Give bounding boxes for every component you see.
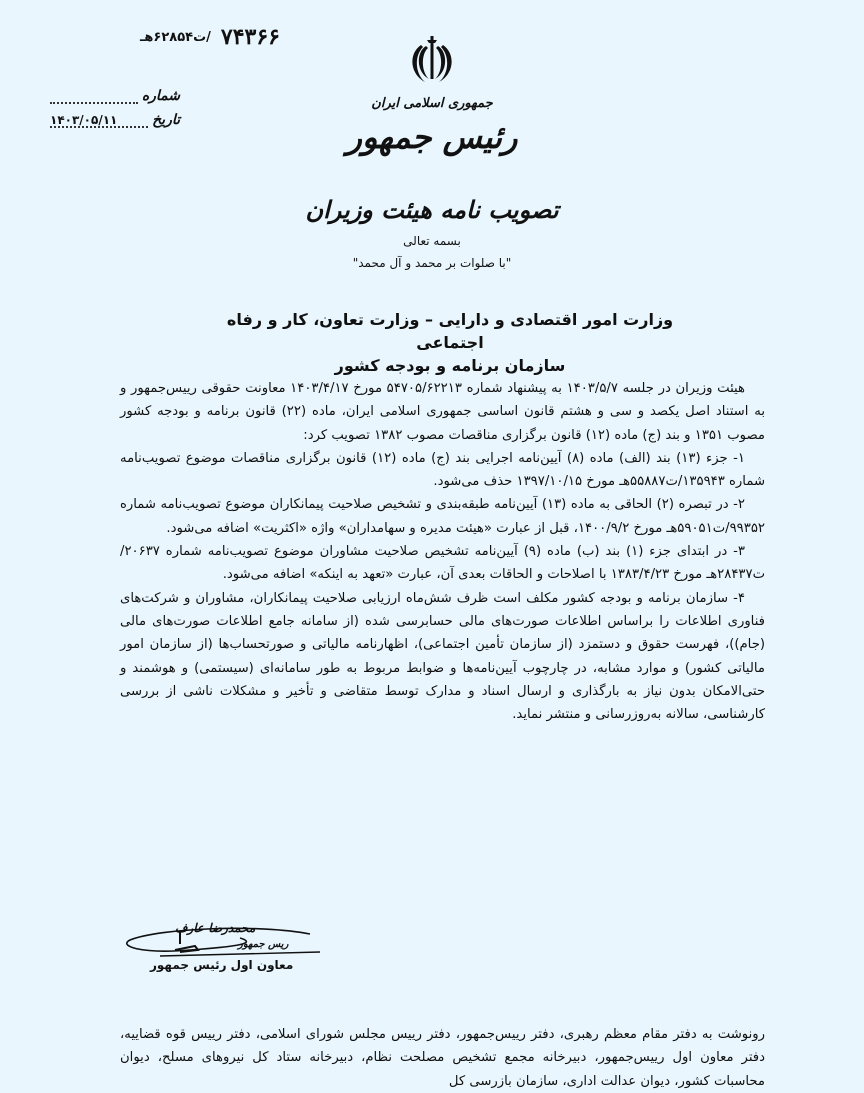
reference-number: ۷۴۳۶۶: [220, 24, 280, 50]
number-label: شماره: [141, 88, 180, 104]
date-value: ۱۴۰۳/۰۵/۱۱: [50, 116, 148, 128]
reference-code: /ت۶۲۸۵۴هـ: [139, 29, 211, 45]
country-name: جمهوری اسلامی ایران: [371, 96, 493, 111]
signatory-title: معاون اول رئیس جمهور: [150, 958, 294, 972]
recipients-line-1: وزارت امور اقتصادی و دارایی – وزارت تعاون، کار و رفاه اجتماعی: [226, 310, 674, 352]
recipients-line-2: سازمان برنامه و بودجه کشور: [334, 356, 566, 375]
office-title: رئیس جمهور: [346, 118, 518, 156]
salutation: "با صلوات بر محمد و آل محمد": [352, 256, 512, 270]
document-type: تصویب نامه هیئت وزیران: [305, 195, 559, 224]
decree-item-4: ۴- سازمان برنامه و بودجه کشور مکلف است ظرف شش‌ماه ارزیابی صلاحیت پیمانکاران، مشاوران و شرکت‌های فناوری اطلاعات را براساس اطلاعات صورت‌های مالی حسابرسی شده (از سامانه جامع اطلاعات صورت‌های مالی (جام))، فهرست حقوق و دستمزد (از سازمان تأمین اجتماعی)، اظهارنامه مالیاتی و صورتحساب‌ها (از سازمان امور مالیاتی کشور) و موارد مشابه، در چارچوب آیین‌نامه‌ها و ضوابط مربوط به طور سامانه‌ای (سیستمی) و هوشمند و حتی‌الامکان بدون نیاز به بارگذاری و ارسال اسناد و مدارک توسط متقاضی و تأخیر و مشکلات ناشی از بررسی کارشناسی، سالانه به‌روزرسانی و منتشر نماید.: [120, 590, 765, 723]
copy-recipients: رونوشت به دفتر مقام معظم رهبری، دفتر رییس‌جمهور، دفتر رییس مجلس شورای اسلامی، دفتر رییس قوه قضاییه، دفتر معاون اول رییس‌جمهور، دبیرخانه مجمع تشخیص مصلحت نظام، دبیرخانه ستاد کل نیروهای مسلح، دیوان محاسبات کشور، دیوان عدالت اداری، سازمان بازرسی کل: [120, 1027, 765, 1089]
decree-body: [120, 377, 765, 726]
decree-intro: هیئت وزیران در جلسه ۱۴۰۳/۵/۷ به پیشنهاد شماره ۵۴۷۰۵/۶۲۲۱۳ مورخ ۱۴۰۳/۴/۱۷ معاونت حقوقی رییس‌جمهور و به استناد اصل یکصد و سی و هشتم قانون اساسی جمهوری اسلامی ایران، ماده (۲۲) قانون برنامه و بودجه کشور مصوب ۱۳۵۱ و بند (ج) ماده (۱۲) قانون برگزاری مناقصات مصوب ۱۳۸۲ تصویب کرد:: [120, 381, 765, 443]
signatory-title-short: ریس جمهور: [238, 939, 289, 950]
iran-emblem-icon: [412, 32, 452, 86]
date-label: تاریخ: [152, 112, 180, 128]
signatory-name: محمدرضا عارف: [175, 921, 256, 935]
reference-block: [40, 24, 280, 50]
invocation: بسمه تعالی: [403, 234, 461, 248]
decree-item-3: ۳- در ابتدای جزء (۱) بند (ب) ماده (۹) آیین‌نامه تشخیص صلاحیت مشاوران موضوع تصویب‌نامه شماره ۲۰۶۳۷/ت۲۸۴۳۷هـ مورخ ۱۳۸۳/۴/۲۳ با اصلاحات و الحاقات بعدی آن، عبارت «تعهد به اینکه» اضافه می‌شود.: [120, 544, 765, 583]
recipients: [200, 308, 700, 377]
decree-item-2: ۲- در تبصره (۲) الحاقی به ماده (۱۳) آیین‌نامه طبقه‌بندی و تشخیص صلاحیت پیمانکاران موضوع تصویب‌نامه شماره ۹۹۳۵۲/ت۵۹۰۵۱هـ مورخ ۱۴۰۰/۹/۲، قبل از عبارت «هیئت مدیره و سهامداران» واژه «اکثریت» اضافه می‌شود.: [120, 497, 765, 536]
decree-item-1: ۱- جزء (۱۳) بند (الف) ماده (۸) آیین‌نامه اجرایی بند (ج) ماده (۱۲) قانون برگزاری مناقصات موضوع تصویب‌نامه شماره ۱۳۵۹۴۳/ت۵۵۸۸۷هـ مورخ ۱۳۹۷/۱۰/۱۵ حذف می‌شود.: [120, 450, 765, 490]
